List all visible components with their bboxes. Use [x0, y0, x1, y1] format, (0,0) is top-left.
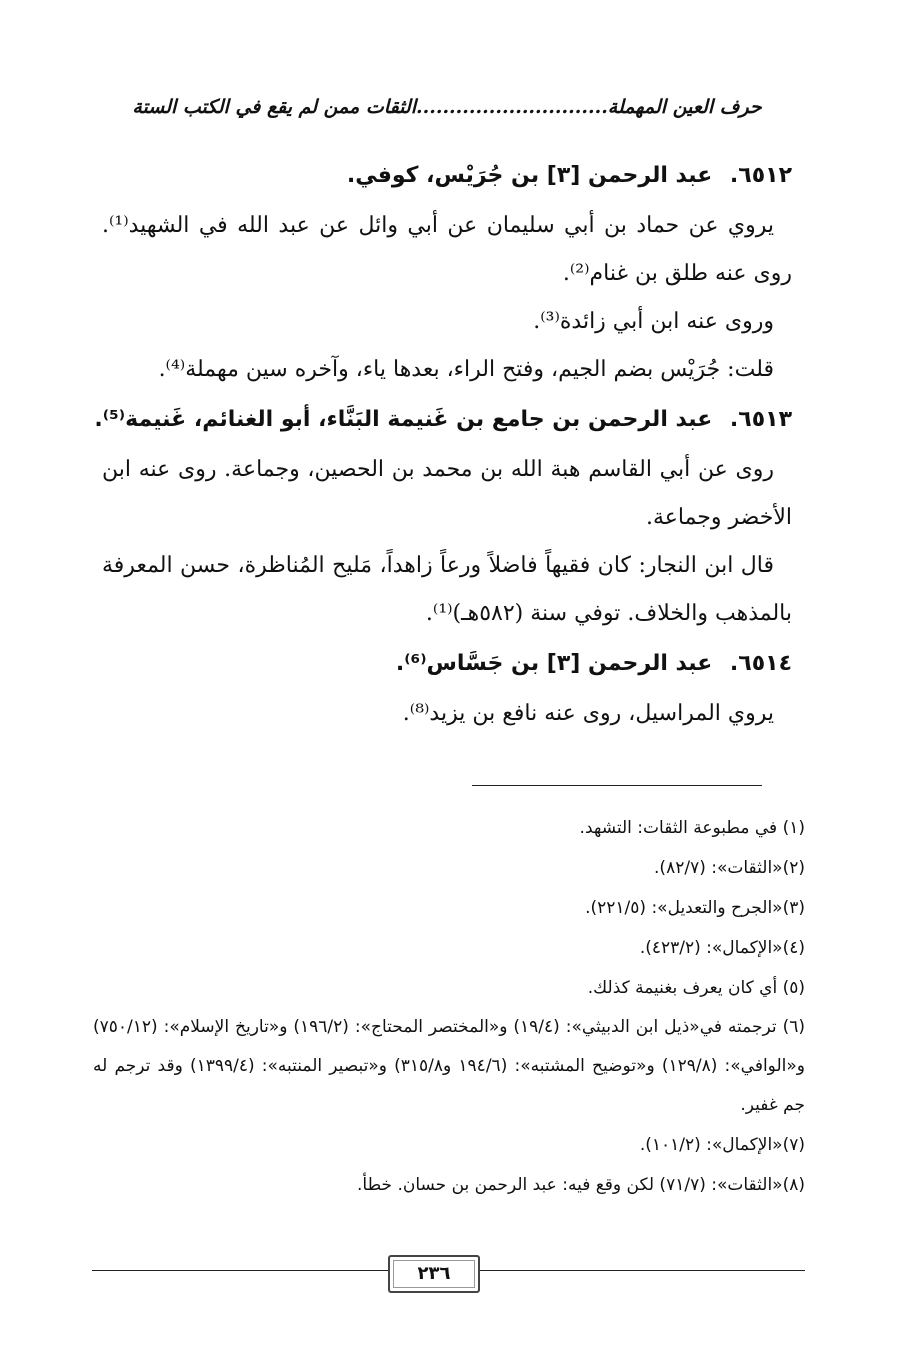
footnote-2: (٢)«الثقات»: (٨٢/٧). [654, 858, 805, 878]
entry-heading [94, 394, 792, 446]
entry-paragraph: يروي المراسيل، روى عنه نافع بن يزيد⁽⁸⁾. [402, 701, 774, 726]
footnote-6: (٦) ترجمته في«ذيل ابن الدبيثي»: (١٩/٤) و«المختصر المحتاج»: (١٩٦/٢) و«تاريخ الإسلام»: (٧٥٠/١٢) و«الوافي»: (١٢٩/٨) و«توضيح المشتبه»: (١٩٤/٦ و٣١٥/٨) و«تبصير المنتبه»: (١٣٩٩/٤) وقد ترجم له جم غفير. [93, 1017, 805, 1115]
entry-paragraph: يروي عن حماد بن أبي سليمان عن أبي وائل عن عبد الله في الشهيد⁽¹⁾. روى عنه طلق بن غنام⁽²⁾. [102, 213, 792, 286]
page-number: ٢٣٦ [388, 1255, 480, 1293]
entry-number: ٦٥١٣. [729, 407, 792, 432]
entry-heading [102, 150, 792, 202]
entry-paragraph: وروى عنه ابن أبي زائدة⁽³⁾. [533, 309, 774, 334]
footnote-8: (٨)«الثقات»: (٧١/٧) لكن وقع فيه: عبد الرحمن بن حسان. خطأ. [357, 1175, 805, 1195]
entry-title: عبد الرحمن بن جامع بن غَنيمة البَنَّاء، أبو الغنائم، غَنيمة⁽⁵⁾. [94, 407, 713, 432]
footnote-7: (٧)«الإكمال»: (١٠١/٢). [639, 1135, 805, 1155]
entry-6513 [94, 394, 792, 638]
footnote-3: (٣)«الجرح والتعديل»: (٢٢١/٥). [585, 898, 805, 918]
footnote-5: (٥) أي كان يعرف بغنيمة كذلك. [587, 978, 805, 998]
entry-6514 [102, 638, 792, 738]
main-text [94, 150, 792, 738]
entry-paragraph: روى عن أبي القاسم هبة الله بن محمد بن الحصين، وجماعة. روى عنه ابن الأخضر وجماعة. [102, 457, 792, 530]
entry-title: عبد الرحمن [٣] بن جُرَيْس، كوفي. [346, 163, 713, 188]
running-head: حرف العين المهملة.............................الثقات ممن لم يقع في الكتب الستة [132, 96, 762, 118]
entry-title: عبد الرحمن [٣] بن جَسَّاس⁽⁶⁾. [395, 651, 713, 676]
footnotes [93, 808, 805, 1205]
footnote-divider [472, 785, 762, 786]
entry-paragraph: قلت: جُرَيْس بضم الجيم، وفتح الراء، بعدها ياء، وآخره سين مهملة⁽⁴⁾. [158, 357, 774, 382]
entry-number: ٦٥١٢. [729, 163, 792, 188]
entry-heading [102, 638, 792, 690]
entry-paragraph: قال ابن النجار: كان فقيهاً فاضلاً ورعاً زاهداً، مَليح المُناظرة، حسن المعرفة بالمذهب والخلاف. توفي سنة (٥٨٢هـ)⁽¹⁾. [102, 553, 792, 626]
entry-6512 [102, 150, 792, 394]
footnote-4: (٤)«الإكمال»: (٤٢٣/٢). [639, 938, 805, 958]
entry-number: ٦٥١٤. [729, 651, 792, 676]
footnote-1: (١) في مطبوعة الثقات: التشهد. [579, 818, 805, 838]
